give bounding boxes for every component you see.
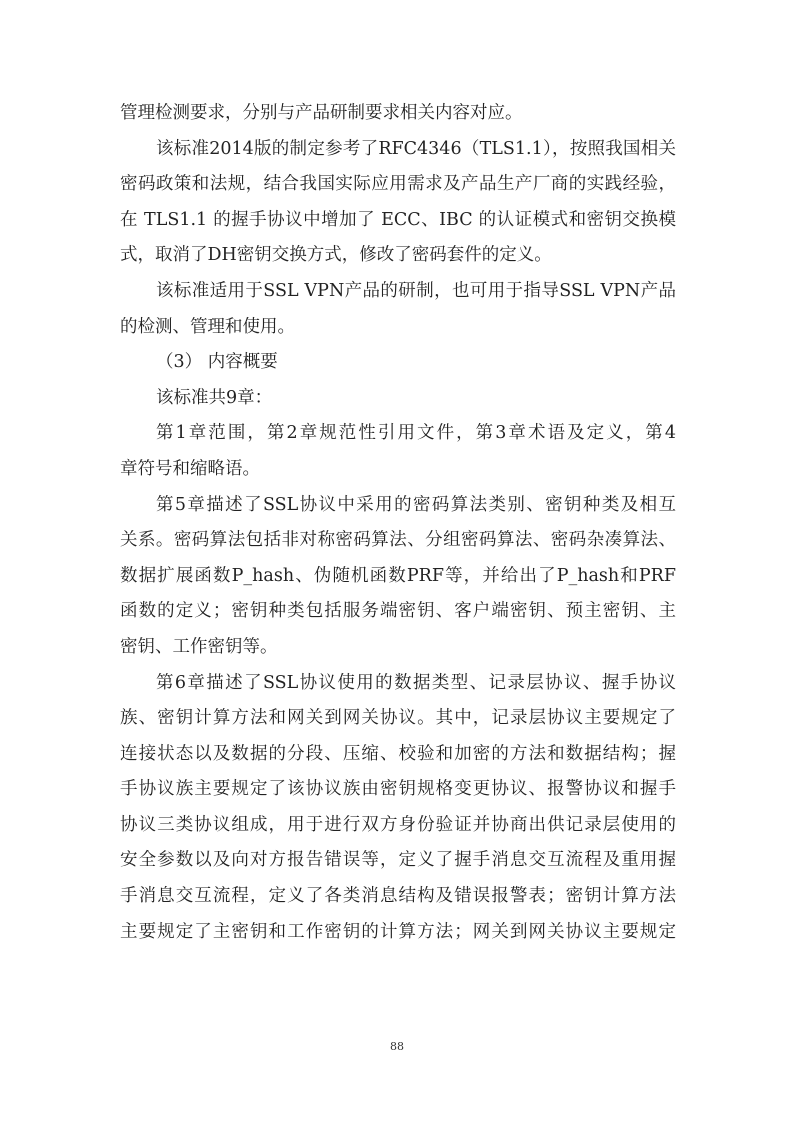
text-line: 在 TLS1.1 的握手协议中增加了 ECC、IBC 的认证模式和密钥交换模 <box>120 209 676 230</box>
text-line: 式，取消了DH密钥交换方式，修改了密码套件的定义。 <box>120 245 552 266</box>
text-line: 关系。密码算法包括非对称密码算法、分组密码算法、密码杂凑算法、 <box>120 530 676 551</box>
text-line: 安全参数以及向对方报告错误等，定义了握手消息交互流程及重用握 <box>120 850 676 871</box>
text-line: 主要规定了主密钥和工作密钥的计算方法；网关到网关协议主要规定 <box>120 921 676 942</box>
text-line: 数据扩展函数P_hash、伪随机函数PRF等，并给出了P_hash和PRF <box>120 565 676 586</box>
text-line: 函数的定义；密钥种类包括服务端密钥、客户端密钥、预主密钥、主 <box>120 601 676 622</box>
text-line: 密钥、工作密钥等。 <box>120 636 278 657</box>
text-line: 该标准2014版的制定参考了RFC4346（TLS1.1），按照我国相关 <box>156 138 676 159</box>
text-line: 族、密钥计算方法和网关到网关协议。其中，记录层协议主要规定了 <box>120 708 676 729</box>
text-line: 连接状态以及数据的分段、压缩、校验和加密的方法和数据结构；握 <box>120 743 676 764</box>
text-line: 协议三类协议组成，用于进行双方身份验证并协商出供记录层使用的 <box>120 814 676 835</box>
body-text <box>120 96 676 950</box>
text-line: 第5章描述了SSL协议中采用的密码算法类别、密钥种类及相互 <box>156 494 676 515</box>
text-line: 密码政策和法规，结合我国实际应用需求及产品生产厂商的实践经验， <box>120 174 676 195</box>
text-line: 章符号和缩略语。 <box>120 458 260 479</box>
text-line: （3） 内容概要 <box>156 352 278 373</box>
text-line: 管理检测要求，分别与产品研制要求相关内容对应。 <box>120 103 523 123</box>
text-line: 第1章范围，第2章规范性引用文件，第3章术语及定义，第4 <box>156 423 676 444</box>
text-line: 的检测、管理和使用。 <box>120 316 295 337</box>
text-line: 该标准适用于SSL VPN产品的研制，也可用于指导SSL VPN产品 <box>156 280 676 301</box>
page-number: 88 <box>390 1040 404 1053</box>
text-line: 手协议族主要规定了该协议族由密钥规格变更协议、报警协议和握手 <box>120 779 676 800</box>
text-line: 该标准共9章： <box>156 387 273 408</box>
text-line: 手消息交互流程，定义了各类消息结构及错误报警表；密钥计算方法 <box>120 886 676 907</box>
text-line: 第6章描述了SSL协议使用的数据类型、记录层协议、握手协议 <box>156 672 676 693</box>
